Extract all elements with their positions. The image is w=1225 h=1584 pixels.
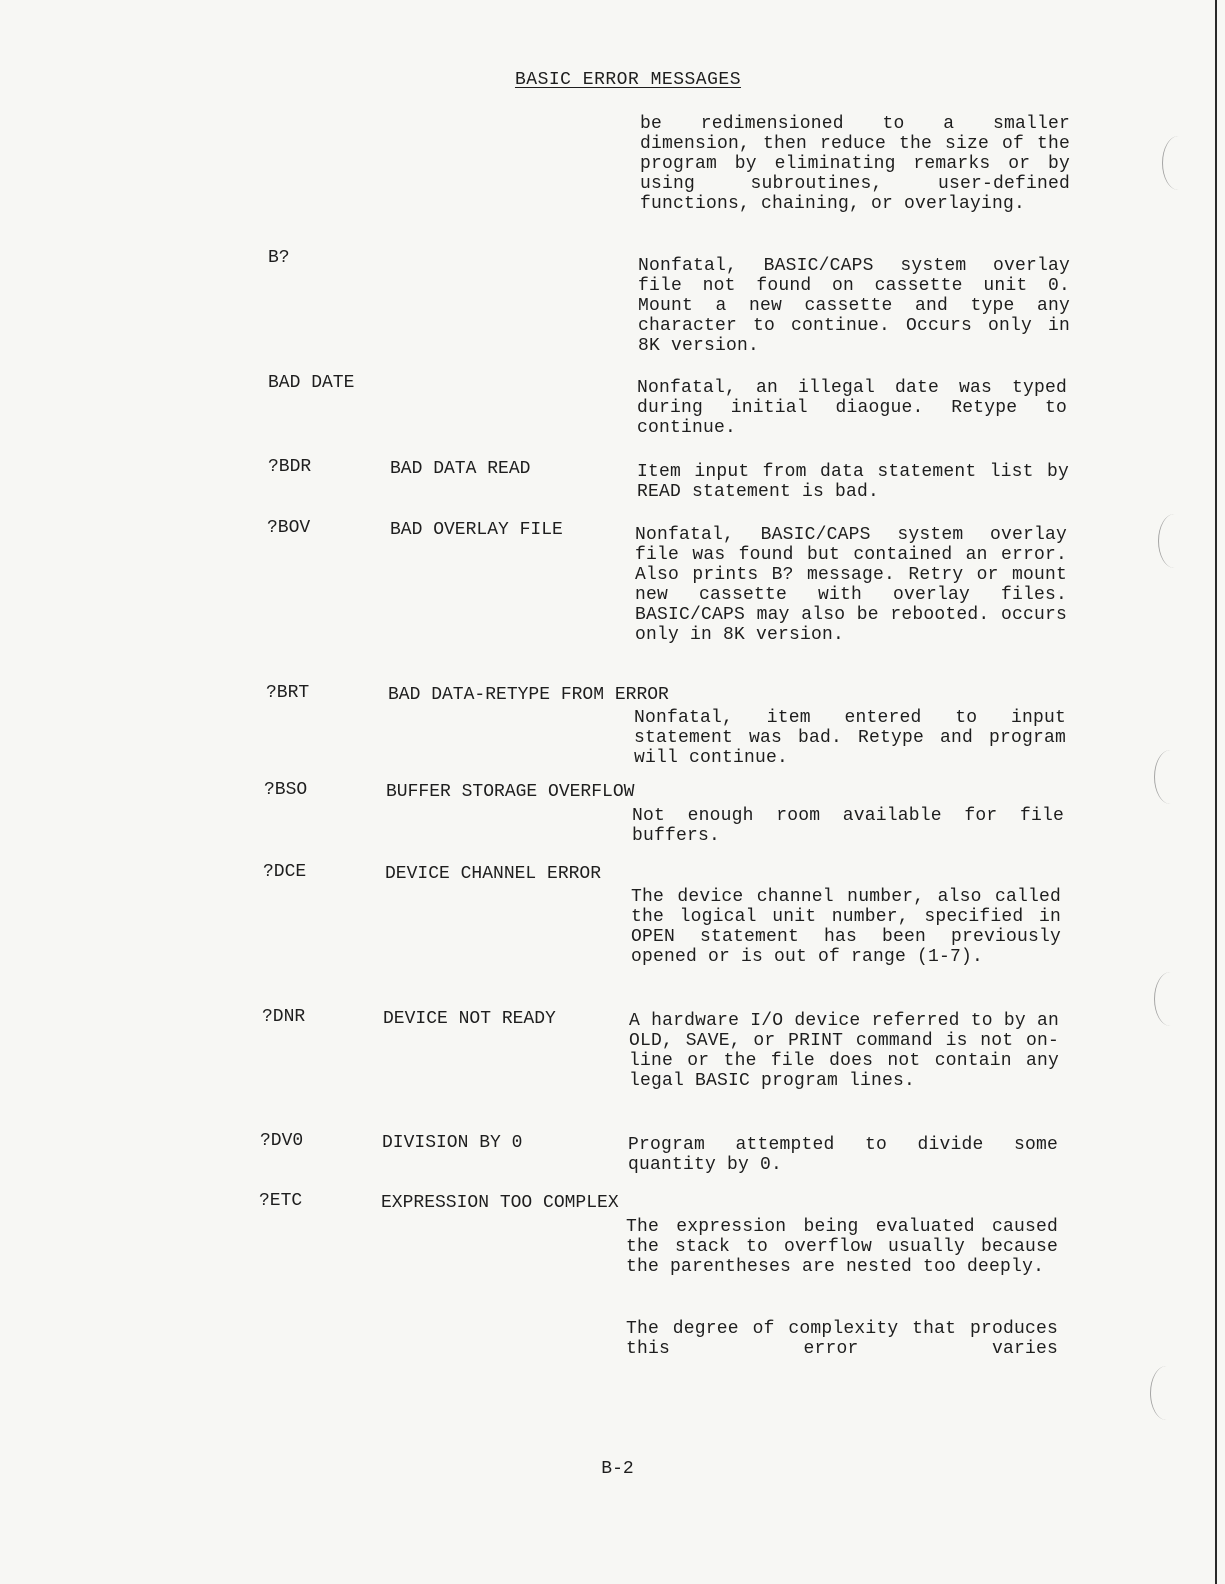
error-description: Program attempted to divide some quantity by 0. — [628, 1135, 1058, 1175]
error-code: ?BDR — [268, 457, 312, 477]
error-code: ?BSO — [264, 780, 308, 800]
continuation-paragraph: The degree of complexity that produces this error varies — [626, 1319, 1058, 1359]
error-description: Item input from data statement list by READ statement is bad. — [637, 462, 1069, 502]
intro-paragraph: be redimensioned to a smaller dimension, then reduce the size of the program by eliminating remarks or by using subroutines, user-defined functions, chaining, or overlaying. — [640, 114, 1070, 214]
error-code: ?BRT — [266, 683, 310, 703]
error-name: BUFFER STORAGE OVERFLOW — [386, 782, 635, 802]
page-edge — [1215, 0, 1217, 1584]
error-name: DEVICE NOT READY — [383, 1009, 556, 1029]
error-code: ?BOV — [267, 518, 311, 538]
error-code: B? — [268, 248, 290, 268]
binder-hole-mark — [1154, 972, 1187, 1026]
binder-hole-mark — [1150, 1366, 1183, 1420]
binder-hole-mark — [1158, 514, 1191, 568]
error-description: Nonfatal, BASIC/CAPS system overlay file not found on cassette unit 0. Mount a new cassette and type any character to continue. Occurs only in 8K version. — [638, 256, 1070, 356]
error-name: BAD DATA READ — [390, 459, 531, 479]
error-code: ?DV0 — [260, 1131, 304, 1151]
error-name: DIVISION BY 0 — [382, 1133, 523, 1153]
page-title: BASIC ERROR MESSAGES — [514, 70, 742, 90]
error-description: Not enough room available for file buffers. — [632, 806, 1064, 846]
error-description: Nonfatal, BASIC/CAPS system overlay file was found but contained an error. Also prints B? message. Retry or mount new cassette with overlay files. BASIC/CAPS may also be rebooted. occurs only in 8K version. — [635, 525, 1067, 645]
error-name: BAD DATA-RETYPE FROM ERROR — [388, 685, 669, 705]
error-name: DEVICE CHANNEL ERROR — [385, 864, 602, 884]
page-number: B-2 — [601, 1459, 634, 1479]
error-description: The device channel number, also called the logical unit number, specified in OPEN statement has been previously opened or is out of range (1-7). — [631, 887, 1061, 967]
error-code: BAD DATE — [268, 373, 355, 393]
error-code: ?DCE — [263, 862, 307, 882]
error-description: A hardware I/O device referred to by an OLD, SAVE, or PRINT command is not on-line or the file does not contain any legal BASIC program lines. — [629, 1011, 1059, 1091]
error-name: BAD OVERLAY FILE — [390, 520, 563, 540]
binder-hole-mark — [1154, 750, 1187, 804]
error-name: EXPRESSION TOO COMPLEX — [381, 1193, 619, 1213]
binder-hole-mark — [1162, 136, 1195, 190]
error-code: ?ETC — [259, 1191, 303, 1211]
error-description: Nonfatal, an illegal date was typed during initial diaogue. Retype to continue. — [637, 378, 1067, 438]
error-description: The expression being evaluated caused the stack to overflow usually because the parentheses are nested too deeply. — [626, 1217, 1058, 1277]
error-code: ?DNR — [262, 1007, 306, 1027]
error-description: Nonfatal, item entered to input statement was bad. Retype and program will continue. — [634, 708, 1066, 768]
